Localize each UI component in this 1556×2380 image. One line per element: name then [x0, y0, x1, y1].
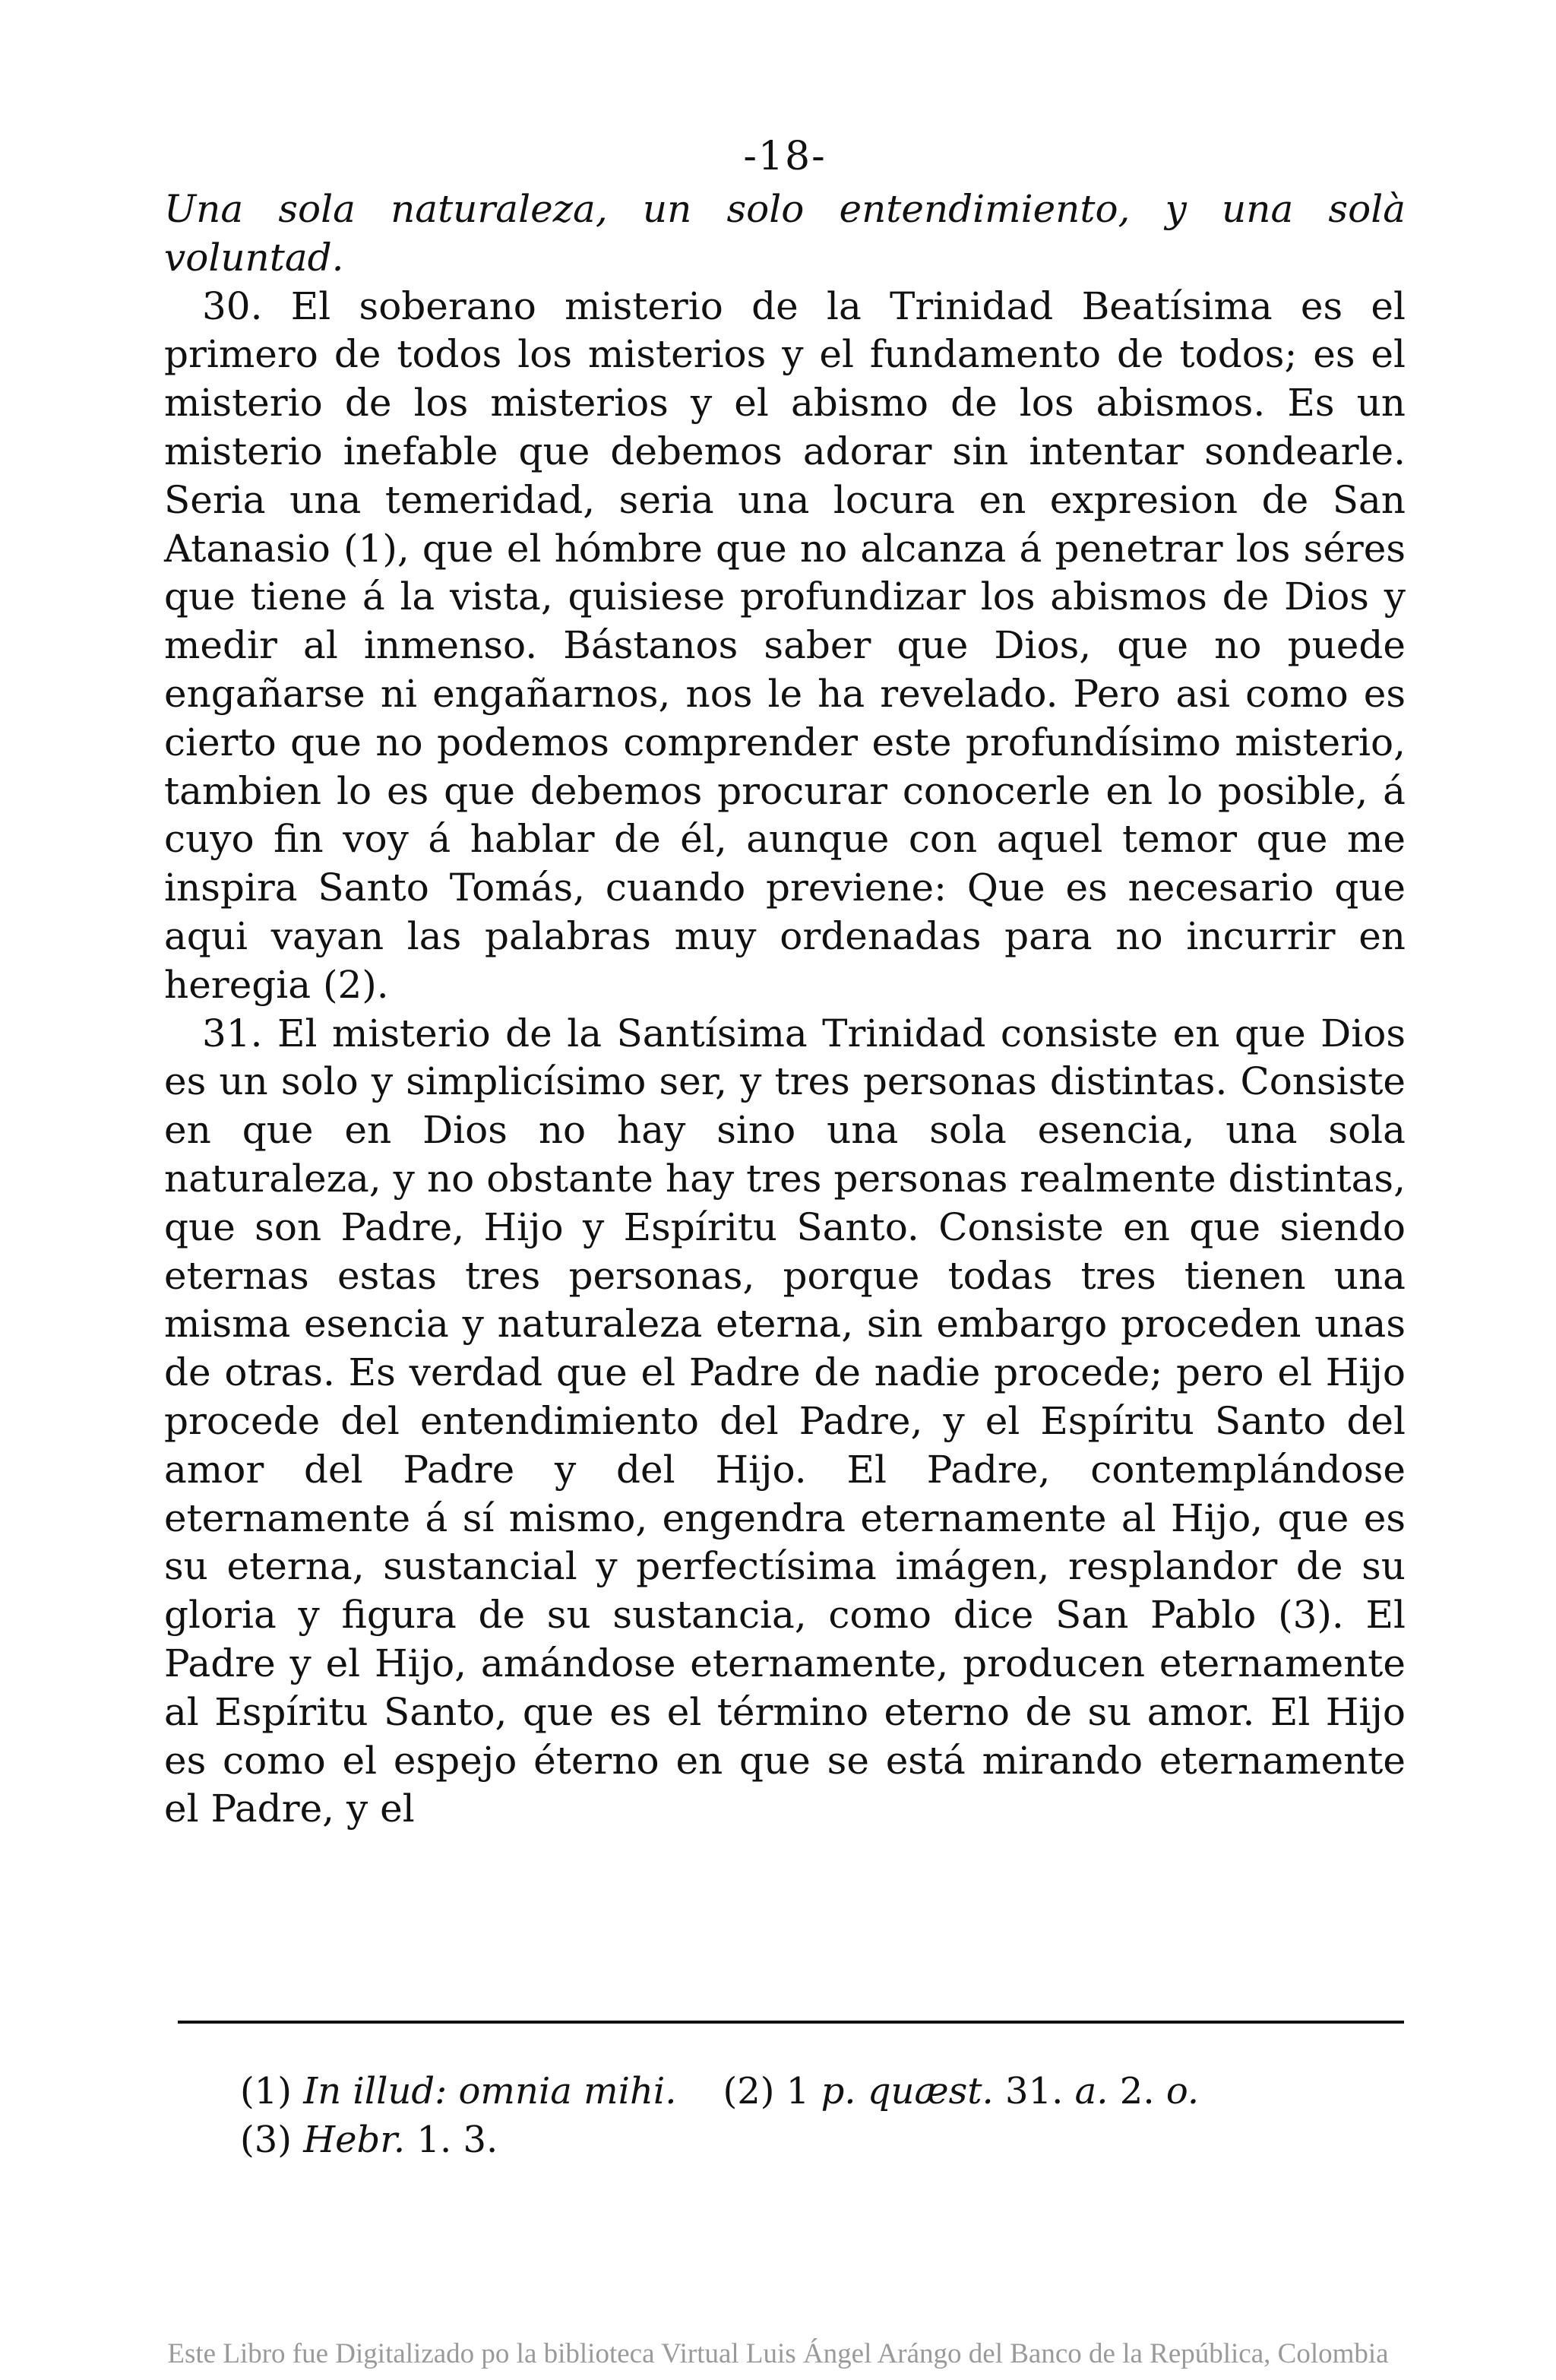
paragraph-text: El misterio de la Santísima Trinidad consiste en que Dios es un solo y simplicísimo ser, y tres personas distintas. Consiste en que en Dios no hay sino una sola esencia, una sola naturaleza, y no obstante hay tres personas realmente distintas, que son Padre, Hijo y Espíritu Santo. Consiste en que siendo eternas estas tres personas, porque todas tres tienen una misma esencia y naturaleza eterna, sin embargo proceden unas de otras. Es verdad que el Padre de nadie procede; pero el Hijo procede del entendimiento del Padre, y el Espíritu Santo del amor del Padre y del Hijo. El Padre, contemplándose eternamente á sí mismo, engendra eternamente al Hijo, que es su eterna, sustancial y perfectísima imágen, resplandor de su gloria y figura de su sustancia, como dice San Pablo (3). El Padre y el Hijo, amándose eternamente, producen eternamente al Espíritu Santo, que es el término eterno de su amor. El Hijo es como el espejo éterno en que se está mirando eternamente el Padre, y el — [164, 1011, 1406, 1831]
footnote-text-2-rest: 31. — [1005, 2070, 1064, 2113]
footnote-text-2-ital: p. quæst. — [821, 2070, 994, 2113]
footnote-text-1: In illud: omnia mihi. — [303, 2070, 677, 2113]
footnote-ref-2: (2) — [723, 2070, 775, 2113]
paragraph-number: 30. — [202, 283, 263, 328]
paragraph-number: 31. — [202, 1011, 263, 1055]
footnotes — [240, 2067, 1410, 2164]
lead-heading: Una sola naturaleza, un solo entendimiento, y una solà voluntad. — [164, 187, 1406, 280]
footnote-text-3-rest: 1. 3. — [416, 2119, 498, 2161]
footnote-divider — [178, 2021, 1404, 2024]
paragraph-text: El soberano misterio de la Trinidad Beatísima es el primero de todos los misterios y el fundamento de todos; es el misterio de los misterios y el abismo de los abismos. Es un misterio inefable que debemos adorar sin intentar sondearle. Seria una temeridad, seria una locura en expresion de San Atanasio (1), que el hómbre que no alcanza á penetrar los séres que tiene á la vista, quisiese profundizar los abismos de Dios y medir al inmenso. Bástanos saber que Dios, que no puede engañarse ni engañarnos, nos le ha revelado. Pero asi como es cierto que no podemos comprender este profundísimo misterio, tambien lo es que debemos procurar conocerle en lo posible, á cuyo fin voy á hablar de él, aunque con aquel temor que me inspira Santo Tomás, cuando previene: Que es necesario que aqui vayan las palabras muy ordenadas para no incurrir en heregia (2). — [164, 283, 1406, 1007]
paragraph-30 — [164, 283, 1406, 1010]
footnote-text-2-num2: 2. — [1119, 2070, 1155, 2113]
book-page — [164, 0, 1406, 2380]
page-number: -18- — [743, 134, 827, 179]
footnote-text-2-end: o. — [1165, 2070, 1200, 2113]
footnote-line-1 — [240, 2067, 1410, 2116]
footnote-ref-1: (1) — [240, 2070, 292, 2113]
digitization-credit: Este Libro fue Digitalizado po la biblioteca Virtual Luis Ángel Arángo del Banco de la República, Colombia — [167, 2338, 1389, 2369]
body-text — [164, 185, 1406, 1834]
footnote-text-2-article: a. — [1074, 2070, 1108, 2113]
footnote-ref-3: (3) — [240, 2119, 292, 2161]
footnote-text-3-ital: Hebr. — [303, 2119, 406, 2161]
footnote-line-2 — [240, 2116, 1410, 2164]
paragraph-31 — [164, 1010, 1406, 1834]
footnote-text-2-num: 1 — [786, 2070, 810, 2113]
